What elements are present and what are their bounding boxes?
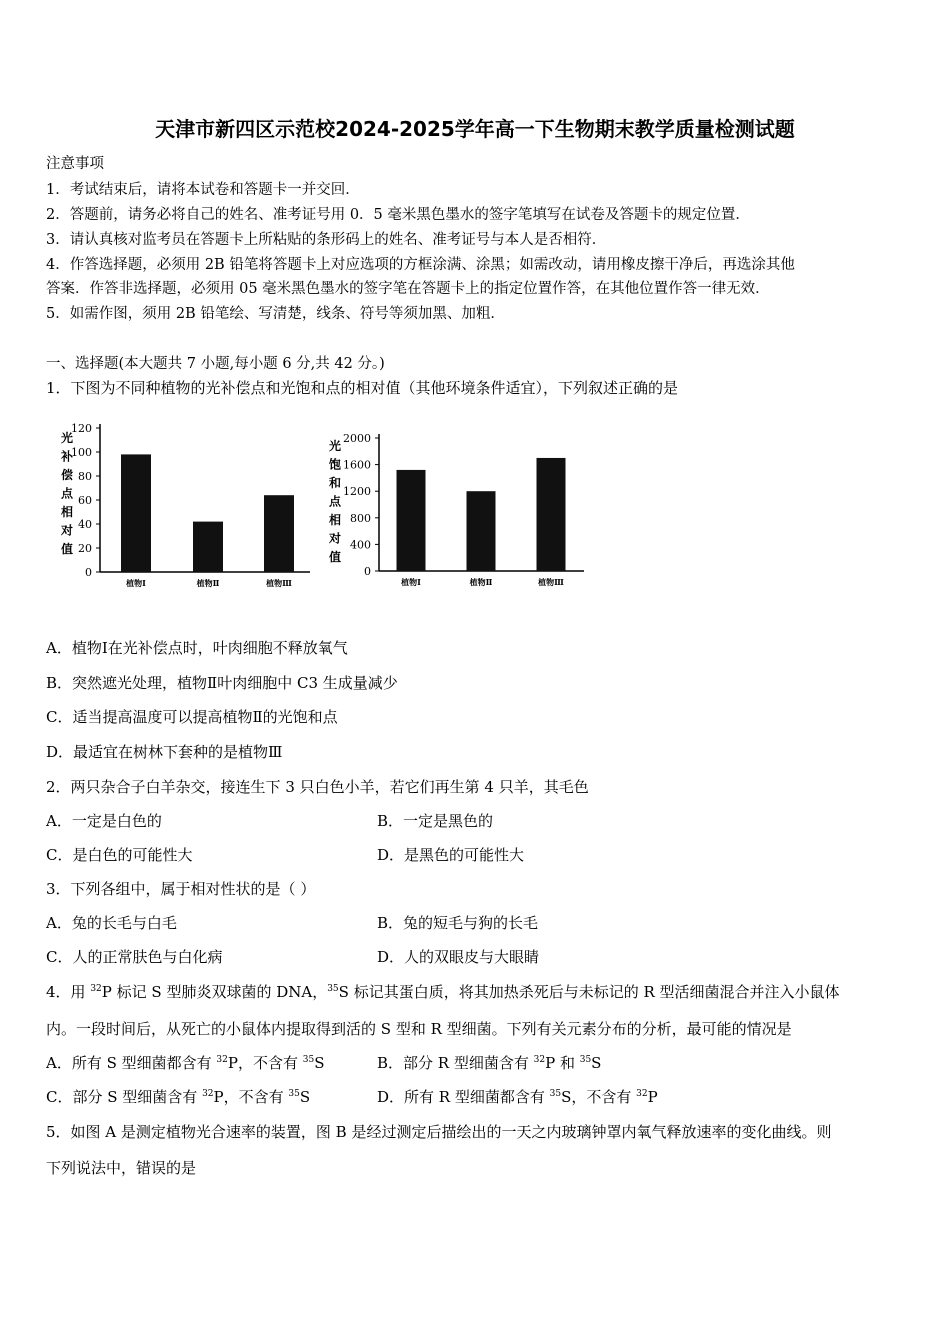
y-tick-label: 100 bbox=[71, 446, 92, 459]
q1-option-b: B．突然遮光处理，植物Ⅱ叶肉细胞中 C3 生成量减少 bbox=[46, 674, 398, 692]
q4-stem-line-1: 4．用 $^{32}$P 标记 S 型肺炎双球菌的 DNA，$^{35}$S 标记其蛋白质，将其加热杀死后与未标记的 R 型活细菌混合并注入小鼠体 bbox=[46, 983, 840, 1001]
chart-compensation-point bbox=[55, 420, 315, 599]
y-tick-label: 400 bbox=[350, 538, 371, 552]
y-tick-label: 60 bbox=[78, 494, 92, 507]
y-axis-label-char: 值 bbox=[60, 542, 74, 556]
bar-1 bbox=[121, 454, 151, 572]
y-axis-label-char: 光 bbox=[328, 439, 342, 453]
chart-saturation-point bbox=[322, 428, 592, 602]
x-tick-label: 植物Ⅰ bbox=[401, 577, 421, 587]
x-tick-label: 植物Ⅲ bbox=[538, 577, 564, 587]
q4-option-b: B．部分 R 型细菌含有 $^{32}$P 和 $^{35}$S bbox=[377, 1054, 602, 1072]
notice-item: 答案．作答非选择题，必须用 05 毫米黑色墨水的签字笔在答题卡上的指定位置作答，在其他位置作答一律无效． bbox=[46, 281, 770, 297]
y-tick-label: 800 bbox=[350, 511, 371, 525]
q3-option-d: D．人的双眼皮与大眼睛 bbox=[377, 948, 540, 966]
q2-stem: 2．两只杂合子白羊杂交，接连生下 3 只白色小羊，若它们再生第 4 只羊，其毛色 bbox=[46, 778, 589, 796]
q1-option-c: C．适当提高温度可以提高植物Ⅱ的光饱和点 bbox=[46, 708, 338, 726]
y-axis-label-char: 点 bbox=[60, 486, 74, 501]
x-tick-label: 植物Ⅲ bbox=[266, 578, 292, 588]
q1-option-a: A．植物Ⅰ在光补偿点时，叶肉细胞不释放氧气 bbox=[46, 639, 348, 657]
x-tick-label: 植物Ⅰ bbox=[126, 578, 146, 588]
y-axis-label-char: 对 bbox=[60, 523, 74, 538]
y-axis-label-char: 和 bbox=[328, 476, 342, 490]
notice-item: 1．考试结束后，请将本试卷和答题卡一并交回． bbox=[46, 182, 360, 198]
y-axis-label-char: 光 bbox=[60, 431, 74, 445]
notice-item: 5．如需作图，须用 2B 铅笔绘、写清楚，线条、符号等须加黑、加粗． bbox=[46, 306, 505, 322]
y-axis-label-char: 相 bbox=[60, 505, 74, 519]
q3-option-b: B．兔的短毛与狗的长毛 bbox=[377, 914, 539, 932]
notice-item: 2．答题前，请务必将自己的姓名、准考证号用 0．5 毫米黑色墨水的签字笔填写在试卷及答题卡的规定位置． bbox=[46, 207, 750, 223]
q5-stem-line-2: 下列说法中，错误的是 bbox=[46, 1159, 197, 1177]
bar-2 bbox=[193, 522, 223, 572]
y-tick-label: 2000 bbox=[343, 432, 371, 445]
notice-item: 4．作答选择题，必须用 2B 铅笔将答题卡上对应选项的方框涂满、涂黑；如需改动，请用橡皮擦干净后，再选涂其他 bbox=[46, 257, 795, 273]
chart-1-svg bbox=[55, 420, 315, 595]
q3-stem: 3．下列各组中，属于相对性状的是（ ） bbox=[46, 880, 316, 898]
y-tick-label: 80 bbox=[78, 470, 92, 483]
y-tick-label: 0 bbox=[364, 565, 371, 578]
q4-option-c: C．部分 S 型细菌含有 $^{32}$P，不含有 $^{35}$S bbox=[46, 1088, 311, 1106]
q2-option-c: C．是白色的可能性大 bbox=[46, 846, 193, 864]
q1-stem: 1．下图为不同种植物的光补偿点和光饱和点的相对值（其他环境条件适宜），下列叙述正确的是 bbox=[46, 379, 679, 397]
q4-stem-line-2: 内。一段时间后，从死亡的小鼠体内提取得到活的 S 型和 R 型细菌。下列有关元素分布的分析，最可能的情况是 bbox=[46, 1020, 792, 1038]
x-tick-label: 植物Ⅱ bbox=[196, 578, 220, 588]
q2-option-b: B．一定是黑色的 bbox=[377, 812, 494, 830]
y-axis-label-char: 相 bbox=[328, 513, 342, 527]
q1-option-d: D．最适宜在树林下套种的是植物Ⅲ bbox=[46, 743, 283, 761]
y-tick-label: 20 bbox=[78, 542, 92, 555]
bar-3 bbox=[264, 495, 294, 572]
y-axis-label-char: 值 bbox=[328, 550, 342, 564]
notice-item: 3．请认真核对监考员在答题卡上所粘贴的条形码上的姓名、准考证号与本人是否相符． bbox=[46, 232, 607, 248]
q3-option-c: C．人的正常肤色与白化病 bbox=[46, 948, 223, 966]
q4-option-a: A．所有 S 型细菌都含有 $^{32}$P，不含有 $^{35}$S bbox=[46, 1054, 325, 1072]
q2-option-a: A．一定是白色的 bbox=[46, 812, 162, 830]
chart-2-svg bbox=[322, 428, 592, 598]
y-tick-label: 0 bbox=[85, 566, 92, 579]
page-title: 天津市新四区示范校2024-2025学年高一下生物期末教学质量检测试题 bbox=[155, 117, 795, 141]
bar-3 bbox=[537, 458, 566, 571]
q2-option-d: D．是黑色的可能性大 bbox=[377, 846, 525, 864]
y-axis-label-char: 点 bbox=[328, 494, 342, 509]
bar-2 bbox=[467, 491, 496, 571]
y-tick-label: 40 bbox=[78, 518, 92, 531]
y-axis-label-char: 偿 bbox=[60, 468, 74, 482]
q3-option-a: A．兔的长毛与白毛 bbox=[46, 914, 177, 932]
y-tick-label: 1200 bbox=[343, 485, 371, 499]
bar-1 bbox=[397, 470, 426, 571]
x-tick-label: 植物Ⅱ bbox=[469, 577, 493, 587]
y-axis-label-char: 对 bbox=[328, 531, 342, 546]
notice-heading: 注意事项 bbox=[46, 156, 104, 172]
y-tick-label: 1600 bbox=[343, 458, 371, 472]
q4-option-d: D．所有 R 型细菌都含有 $^{35}$S，不含有 $^{32}$P bbox=[377, 1088, 658, 1106]
y-axis-label-char: 补 bbox=[60, 449, 74, 464]
section-heading: 一、选择题(本大题共 7 小题,每小题 6 分,共 42 分。) bbox=[46, 356, 385, 372]
y-axis-label-char: 饱 bbox=[328, 457, 342, 472]
y-tick-label: 120 bbox=[71, 422, 92, 435]
q5-stem-line-1: 5．如图 A 是测定植物光合速率的装置，图 B 是经过测定后描绘出的一天之内玻璃钟罩内氧气释放速率的变化曲线。则 bbox=[46, 1123, 832, 1141]
